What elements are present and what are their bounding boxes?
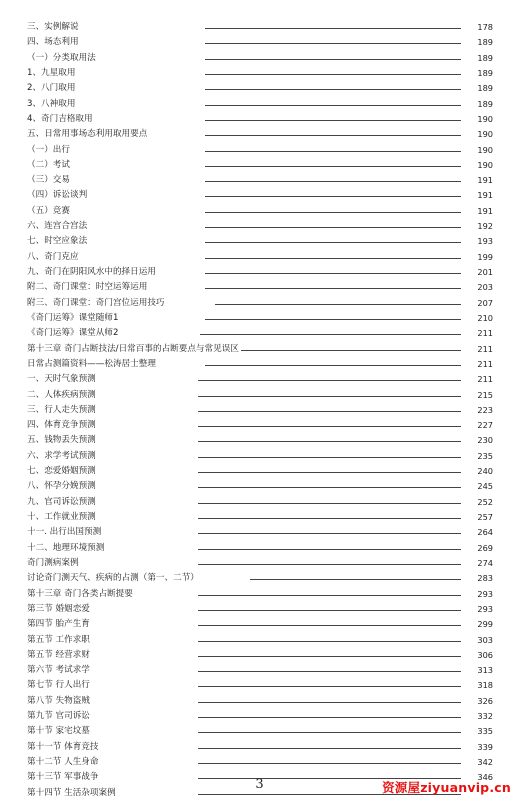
- toc-entry: [0, 143, 519, 158]
- toc-entry-page: 191: [477, 190, 493, 201]
- toc-leader-line: [205, 288, 461, 289]
- toc-entry-title: 三、行人走失预测: [27, 403, 98, 418]
- toc-entry-title: （一）出行: [27, 143, 72, 158]
- toc-entry-page: 293: [477, 588, 493, 599]
- toc-leader-line: [198, 380, 461, 381]
- toc-entry-page: 223: [477, 404, 493, 415]
- toc-entry: [0, 127, 519, 142]
- toc-entry-title: 四、体育竞争预测: [27, 418, 98, 433]
- toc-leader-line: [205, 258, 461, 259]
- toc-entry-title: 十、工作就业预测: [27, 510, 98, 525]
- toc-leader-line: [205, 181, 461, 182]
- toc-leader-line: [198, 748, 461, 749]
- toc-entry: [0, 66, 519, 81]
- toc-entry: [0, 51, 519, 66]
- toc-leader-line: [198, 763, 461, 764]
- toc-entry: [0, 709, 519, 724]
- toc-entry: [0, 648, 519, 663]
- toc-entry: [0, 740, 519, 755]
- toc-entry-page: 211: [477, 328, 493, 339]
- toc-entry-title: 附二、奇门课堂：时空运筹运用: [27, 280, 149, 295]
- toc-entry-page: 318: [477, 680, 493, 691]
- toc-entry-title: 第十三章 奇门各类占断提要: [27, 587, 135, 602]
- toc-entry: [0, 571, 519, 586]
- toc-entry: [0, 433, 519, 448]
- toc-entry-title: 六、连宫合宫法: [27, 219, 89, 234]
- toc-leader-line: [205, 273, 461, 274]
- toc-entry: [0, 464, 519, 479]
- toc-entry: [0, 250, 519, 265]
- toc-entry-title: 四、场态利用: [27, 35, 81, 50]
- toc-entry-title: 2、八门取用: [27, 81, 77, 96]
- toc-entry-title: 五、日常用事场态利用取用要点: [27, 127, 149, 142]
- toc-leader-line: [198, 396, 461, 397]
- toc-entry: [0, 296, 519, 311]
- toc-entry: [0, 388, 519, 403]
- toc-entry-title: （二）考试: [27, 158, 72, 173]
- toc-entry: [0, 357, 519, 372]
- toc-entry-page: 299: [477, 619, 493, 630]
- toc-entry-page: 240: [477, 466, 493, 477]
- toc-leader-line: [198, 503, 461, 504]
- toc-entry-title: 日常占测篇资料——松涛居士整理: [27, 357, 158, 372]
- toc-entry-page: 199: [477, 251, 493, 262]
- toc-entry-title: 第五节 经营求财: [27, 648, 92, 663]
- toc-entry: [0, 479, 519, 494]
- toc-leader-line: [215, 304, 461, 305]
- toc-leader-line: [198, 549, 461, 550]
- toc-leader-line: [198, 518, 461, 519]
- toc-entry-title: 五、钱物丢失预测: [27, 433, 98, 448]
- toc-entry: [0, 403, 519, 418]
- toc-entry: [0, 204, 519, 219]
- toc-entry-page: 274: [477, 557, 493, 568]
- toc-entry: [0, 541, 519, 556]
- toc-entry-page: 235: [477, 450, 493, 461]
- toc-entry-page: 313: [477, 665, 493, 676]
- toc-entry: [0, 525, 519, 540]
- toc-entry-page: 178: [477, 22, 493, 32]
- toc-leader-line: [205, 319, 461, 320]
- toc-leader-line: [198, 641, 461, 642]
- toc-entry: [0, 418, 519, 433]
- toc-entry-title: （一）分类取用法: [27, 51, 98, 66]
- toc-entry-title: 七、恋爱婚姻预测: [27, 464, 98, 479]
- toc-leader-line: [198, 671, 461, 672]
- toc-entry-page: 211: [477, 374, 493, 385]
- toc-entry: [0, 755, 519, 770]
- toc-entry: [0, 35, 519, 50]
- toc-leader-line: [205, 59, 461, 60]
- toc-leader-line: [198, 411, 461, 412]
- toc-entry-title: 附三、奇门课堂：奇门宫位运用技巧: [27, 296, 167, 311]
- toc-leader-line: [198, 487, 461, 488]
- toc-leader-line: [205, 89, 461, 90]
- toc-leader-line: [200, 334, 461, 335]
- toc-leader-line: [198, 426, 461, 427]
- toc-entry-page: 342: [477, 757, 493, 767]
- toc-entry-title: 第十三节 军事战争: [27, 770, 100, 785]
- toc-entry: [0, 265, 519, 280]
- toc-entry-title: 第十一节 体育竞技: [27, 740, 100, 755]
- toc-entry-page: 189: [477, 67, 493, 78]
- toc-leader-line: [212, 350, 461, 351]
- toc-leader-line: [198, 656, 461, 657]
- toc-entry-page: 193: [477, 236, 493, 247]
- toc-entry-page: 230: [477, 435, 493, 446]
- toc-leader-line: [198, 625, 461, 626]
- toc-entry-page: 306: [477, 649, 493, 660]
- toc-leader-line: [205, 212, 461, 213]
- toc-entry-page: 346: [477, 772, 493, 783]
- toc-entry-page: 189: [477, 83, 493, 94]
- toc-leader-line: [205, 227, 461, 228]
- toc-entry-page: 245: [477, 481, 493, 492]
- toc-leader-line: [205, 151, 461, 152]
- toc-entry: [0, 678, 519, 693]
- toc-entry-page: 203: [477, 282, 493, 293]
- toc-entry-title: 第九节 官司诉讼: [27, 709, 92, 724]
- toc-entry: [0, 663, 519, 678]
- toc-entry-title: （四）诉讼谈判: [27, 188, 89, 203]
- toc-entry: [0, 510, 519, 525]
- toc-entry: [0, 587, 519, 602]
- toc-entry-title: （三）交易: [27, 173, 72, 188]
- toc-entry-page: 190: [477, 144, 493, 155]
- toc-entry-page: 252: [477, 496, 493, 507]
- toc-entry-page: 190: [477, 129, 493, 140]
- toc-leader-line: [198, 564, 461, 565]
- toc-entry-title: 八、怀孕分娩预测: [27, 479, 98, 494]
- toc-leader-line: [205, 365, 461, 366]
- toc-entry: [0, 326, 519, 341]
- toc-entry-title: 第十三章 奇门占断技法/日常百事的占断要点与常见误区: [27, 342, 241, 357]
- toc-entry-title: 第八节 失物盗贼: [27, 694, 92, 709]
- toc-entry-title: 三、实例解说: [27, 20, 81, 35]
- toc-leader-line: [198, 441, 461, 442]
- toc-entry: [0, 495, 519, 510]
- toc-entry-title: 第六节 考试求学: [27, 663, 92, 678]
- toc-entry-page: 227: [477, 420, 493, 431]
- toc-entry-title: 《奇门运筹》课堂随师1: [27, 311, 120, 326]
- toc-entry-title: 第五节 工作求职: [27, 633, 92, 648]
- toc-entry-title: 九、奇门在阴阳风水中的择日运用: [27, 265, 158, 280]
- toc-leader-line: [205, 74, 461, 75]
- toc-entry-page: 326: [477, 695, 493, 706]
- toc-leader-line: [205, 105, 461, 106]
- toc-leader-line: [250, 579, 461, 580]
- toc-entry-title: 第三节 婚姻恋爱: [27, 602, 92, 617]
- toc-entry-page: 257: [477, 512, 493, 522]
- toc-entry: [0, 219, 519, 234]
- toc-entry-page: 207: [477, 297, 493, 308]
- toc-entry-page: 201: [477, 267, 493, 277]
- toc-entry-title: 七、时空应象法: [27, 234, 89, 249]
- toc-leader-line: [205, 196, 461, 197]
- toc-entry-title: 十二、地理环境预测: [27, 541, 106, 556]
- toc-entry-title: 二、人体疾病预测: [27, 388, 98, 403]
- toc-entry: [0, 173, 519, 188]
- toc-entry: [0, 724, 519, 739]
- toc-entry-title: 十一. 出行出国预测: [27, 525, 103, 540]
- toc-entry-page: 192: [477, 221, 493, 232]
- toc-leader-line: [198, 457, 461, 458]
- toc-entry: [0, 556, 519, 571]
- toc-entry-title: 第十四节 生活杂项案例: [27, 786, 118, 801]
- toc-entry: [0, 449, 519, 464]
- toc-entry-title: 六、求学考试预测: [27, 449, 98, 464]
- toc-entry-title: 4、奇门吉格取用: [27, 112, 95, 127]
- toc-leader-line: [205, 166, 461, 167]
- toc-leader-line: [198, 686, 461, 687]
- toc-entry: [0, 280, 519, 295]
- toc-entry-page: 339: [477, 741, 493, 752]
- toc-leader-line: [205, 28, 461, 29]
- toc-leader-line: [198, 702, 461, 703]
- toc-entry-page: 303: [477, 634, 493, 645]
- toc-leader-line: [205, 43, 461, 44]
- toc-leader-line: [205, 135, 461, 136]
- toc-entry-title: 第七节 行人出行: [27, 678, 92, 693]
- toc-entry-page: 191: [477, 205, 493, 216]
- toc-entry-page: 211: [477, 358, 493, 369]
- toc-leader-line: [205, 120, 461, 121]
- toc-entry-page: 335: [477, 726, 493, 737]
- toc-entry: [0, 617, 519, 632]
- toc-entry: [0, 633, 519, 648]
- toc-entry-title: 《奇门运筹》课堂从师2: [27, 326, 120, 341]
- toc-leader-line: [198, 533, 461, 534]
- toc-entry-title: 奇门测病案例: [27, 556, 81, 571]
- toc-entry-page: 283: [477, 573, 493, 584]
- toc-entry: [0, 97, 519, 112]
- toc-entry-title: 第十二节 人生身命: [27, 755, 100, 770]
- toc-entry-page: 189: [477, 37, 493, 48]
- toc-entry-title: 第十节 家宅坟墓: [27, 724, 92, 739]
- toc-entry-page: 190: [477, 159, 493, 170]
- toc-entry-title: 九、官司诉讼预测: [27, 495, 98, 510]
- toc-entry-title: 1、九星取用: [27, 66, 77, 81]
- toc-entry: [0, 372, 519, 387]
- toc-entry-page: 293: [477, 603, 493, 614]
- toc-entry: [0, 112, 519, 127]
- toc-leader-line: [198, 595, 461, 596]
- toc-entry-title: 第四节 胎产生育: [27, 617, 92, 632]
- toc-leader-line: [205, 242, 461, 243]
- toc-entry: [0, 188, 519, 203]
- toc-entry-page: 190: [477, 113, 493, 124]
- toc-entry: [0, 311, 519, 326]
- table-of-contents: [0, 20, 519, 801]
- toc-entry-page: 215: [477, 389, 493, 400]
- toc-entry: [0, 342, 519, 357]
- toc-entry-title: （五）竞赛: [27, 204, 72, 219]
- toc-leader-line: [198, 717, 461, 718]
- toc-entry-title: 一、天时气象预测: [27, 372, 98, 387]
- toc-entry-page: 189: [477, 98, 493, 109]
- toc-leader-line: [198, 732, 461, 733]
- toc-entry: [0, 694, 519, 709]
- toc-entry-page: 210: [477, 312, 493, 323]
- toc-leader-line: [198, 472, 461, 473]
- toc-entry-title: 讨论奇门测天气、疾病的占测（第一、二节）: [27, 571, 201, 586]
- page-number: 3: [255, 777, 264, 792]
- toc-entry: [0, 234, 519, 249]
- toc-entry-page: 264: [477, 527, 493, 538]
- toc-entry: [0, 158, 519, 173]
- toc-entry-page: 211: [477, 343, 493, 354]
- toc-entry-page: 191: [477, 175, 493, 186]
- toc-leader-line: [198, 610, 461, 611]
- toc-entry: [0, 602, 519, 617]
- toc-entry: [0, 20, 519, 35]
- toc-entry-page: 269: [477, 542, 493, 553]
- toc-entry-page: 332: [477, 711, 493, 722]
- toc-entry-title: 3、八神取用: [27, 97, 77, 112]
- toc-entry-page: 189: [477, 52, 493, 63]
- toc-entry: [0, 81, 519, 96]
- watermark-text: 资源屋ziyuanvip.cn: [382, 780, 511, 795]
- toc-entry-title: 八、奇门克应: [27, 250, 81, 265]
